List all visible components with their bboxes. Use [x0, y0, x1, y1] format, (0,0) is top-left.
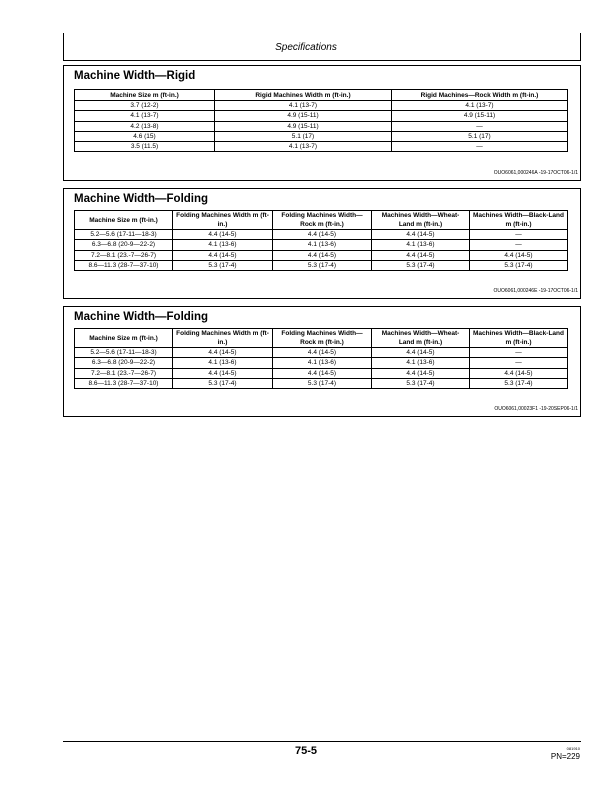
section-folding-2 [63, 306, 581, 417]
table-cell: 4.4 (14-5) [470, 368, 568, 378]
table-cell: 4.4 (14-5) [372, 250, 470, 260]
table-cell: — [392, 142, 568, 152]
column-header: Machines Width—Black-Land m (ft-in.) [470, 329, 568, 348]
rigid-table [74, 89, 568, 152]
table-cell: 4.1 (13-7) [75, 111, 215, 121]
table-cell: 4.1 (13-7) [215, 142, 392, 152]
table-row [75, 101, 568, 111]
pn-label: PN=229 [550, 752, 580, 761]
table-row [75, 378, 568, 388]
footer-code: 081910 [566, 746, 580, 751]
column-header: Machines Width—Wheat-Land m (ft-in.) [372, 211, 470, 230]
column-header: Machine Size m (ft-in.) [75, 329, 173, 348]
reference-code: OUO6061,000246A -19-17OCT06-1/1 [493, 170, 578, 176]
section-title: Machine Width—Rigid [74, 70, 196, 82]
footer-divider [63, 741, 581, 742]
table-cell: 4.4 (14-5) [273, 250, 372, 260]
table-cell: 5.3 (17-4) [173, 378, 273, 388]
table-cell: 4.1 (13-7) [215, 101, 392, 111]
table-cell: 5.3 (17-4) [372, 260, 470, 270]
column-header: Folding Machines Width—Rock m (ft-in.) [273, 211, 372, 230]
table-row [75, 348, 568, 358]
table-cell: 4.1 (13-6) [372, 358, 470, 368]
table-cell: 5.1 (17) [215, 131, 392, 141]
section-rigid [63, 65, 581, 181]
table-row [75, 230, 568, 240]
table-row [75, 121, 568, 131]
column-header: Machine Size m (ft-in.) [75, 90, 215, 101]
table-cell: 4.4 (14-5) [372, 348, 470, 358]
table-cell: 4.1 (13-6) [372, 240, 470, 250]
table-cell: 4.4 (14-5) [372, 368, 470, 378]
table-cell: 4.6 (15) [75, 131, 215, 141]
table-cell: 4.9 (15-11) [215, 121, 392, 131]
table-cell: 4.4 (14-5) [173, 348, 273, 358]
table-row [75, 240, 568, 250]
table-cell: 4.4 (14-5) [273, 348, 372, 358]
table-cell: 5.3 (17-4) [470, 260, 568, 270]
table-cell: 8.6—11.3 (28-7—37-10) [75, 260, 173, 270]
table-cell: 8.6—11.3 (28-7—37-10) [75, 378, 173, 388]
table-cell: — [470, 240, 568, 250]
header-divider [63, 60, 581, 61]
table-cell: 5.2—5.6 (17-11—18-3) [75, 230, 173, 240]
folding-table-1 [74, 210, 568, 271]
table-cell: 5.3 (17-4) [372, 378, 470, 388]
table-row [75, 250, 568, 260]
table-cell: 4.2 (13-8) [75, 121, 215, 131]
table-cell: 5.2—5.6 (17-11—18-3) [75, 348, 173, 358]
table-cell: 5.3 (17-4) [173, 260, 273, 270]
reference-code: OUO6061,00023F1 -19-20SEP06-1/1 [494, 406, 578, 412]
section-title: Machine Width—Folding [74, 193, 209, 205]
page-number: 75-5 [294, 745, 318, 757]
table-cell: 4.4 (14-5) [173, 368, 273, 378]
table-cell: 4.4 (14-5) [173, 250, 273, 260]
column-header: Machine Size m (ft-in.) [75, 211, 173, 230]
folding-table-2 [74, 328, 568, 389]
table-cell: 4.4 (14-5) [273, 230, 372, 240]
column-header: Machines Width—Black-Land m (ft-in.) [470, 211, 568, 230]
table-cell: 4.1 (13-6) [273, 240, 372, 250]
table-cell: 5.3 (17-4) [273, 260, 372, 270]
table-row [75, 260, 568, 270]
section-title: Machine Width—Folding [74, 311, 209, 323]
table-cell: 6.3—6.8 (20-9—22-2) [75, 240, 173, 250]
table-cell: — [470, 230, 568, 240]
table-cell: 4.1 (13-6) [273, 358, 372, 368]
table-cell: 4.4 (14-5) [372, 230, 470, 240]
table-cell: 4.1 (13-6) [173, 240, 273, 250]
table-row [75, 142, 568, 152]
table-cell: 5.3 (17-4) [273, 378, 372, 388]
table-cell: 4.4 (14-5) [273, 368, 372, 378]
table-row [75, 131, 568, 141]
table-cell: 3.7 (12-2) [75, 101, 215, 111]
column-header: Machines Width—Wheat-Land m (ft-in.) [372, 329, 470, 348]
column-header: Rigid Machines Width m (ft-in.) [215, 90, 392, 101]
table-cell: 6.3—6.8 (20-9—22-2) [75, 358, 173, 368]
table-cell: — [470, 358, 568, 368]
table-cell: 5.1 (17) [392, 131, 568, 141]
table-cell: 7.2—8.1 (23.-7—26-7) [75, 250, 173, 260]
table-cell: 4.4 (14-5) [470, 250, 568, 260]
table-cell: 4.4 (14-5) [173, 230, 273, 240]
table-row [75, 111, 568, 121]
table-cell: 4.9 (15-11) [215, 111, 392, 121]
table-cell: 5.3 (17-4) [470, 378, 568, 388]
table-cell: 7.2—8.1 (23.-7—26-7) [75, 368, 173, 378]
section-folding-1 [63, 188, 581, 299]
column-header: Folding Machines Width m (ft-in.) [173, 211, 273, 230]
column-header: Rigid Machines—Rock Width m (ft-in.) [392, 90, 568, 101]
table-cell: 3.5 (11.5) [75, 142, 215, 152]
column-header: Folding Machines Width—Rock m (ft-in.) [273, 329, 372, 348]
table-cell: — [392, 121, 568, 131]
table-cell: — [470, 348, 568, 358]
table-cell: 4.1 (13-7) [392, 101, 568, 111]
column-header: Folding Machines Width m (ft-in.) [173, 329, 273, 348]
table-row [75, 368, 568, 378]
table-cell: 4.1 (13-6) [173, 358, 273, 368]
table-row [75, 358, 568, 368]
table-cell: 4.9 (15-11) [392, 111, 568, 121]
page-header-title: Specifications [275, 42, 337, 53]
reference-code: OUO6061,000246E -19-17OCT06-1/1 [493, 288, 578, 294]
